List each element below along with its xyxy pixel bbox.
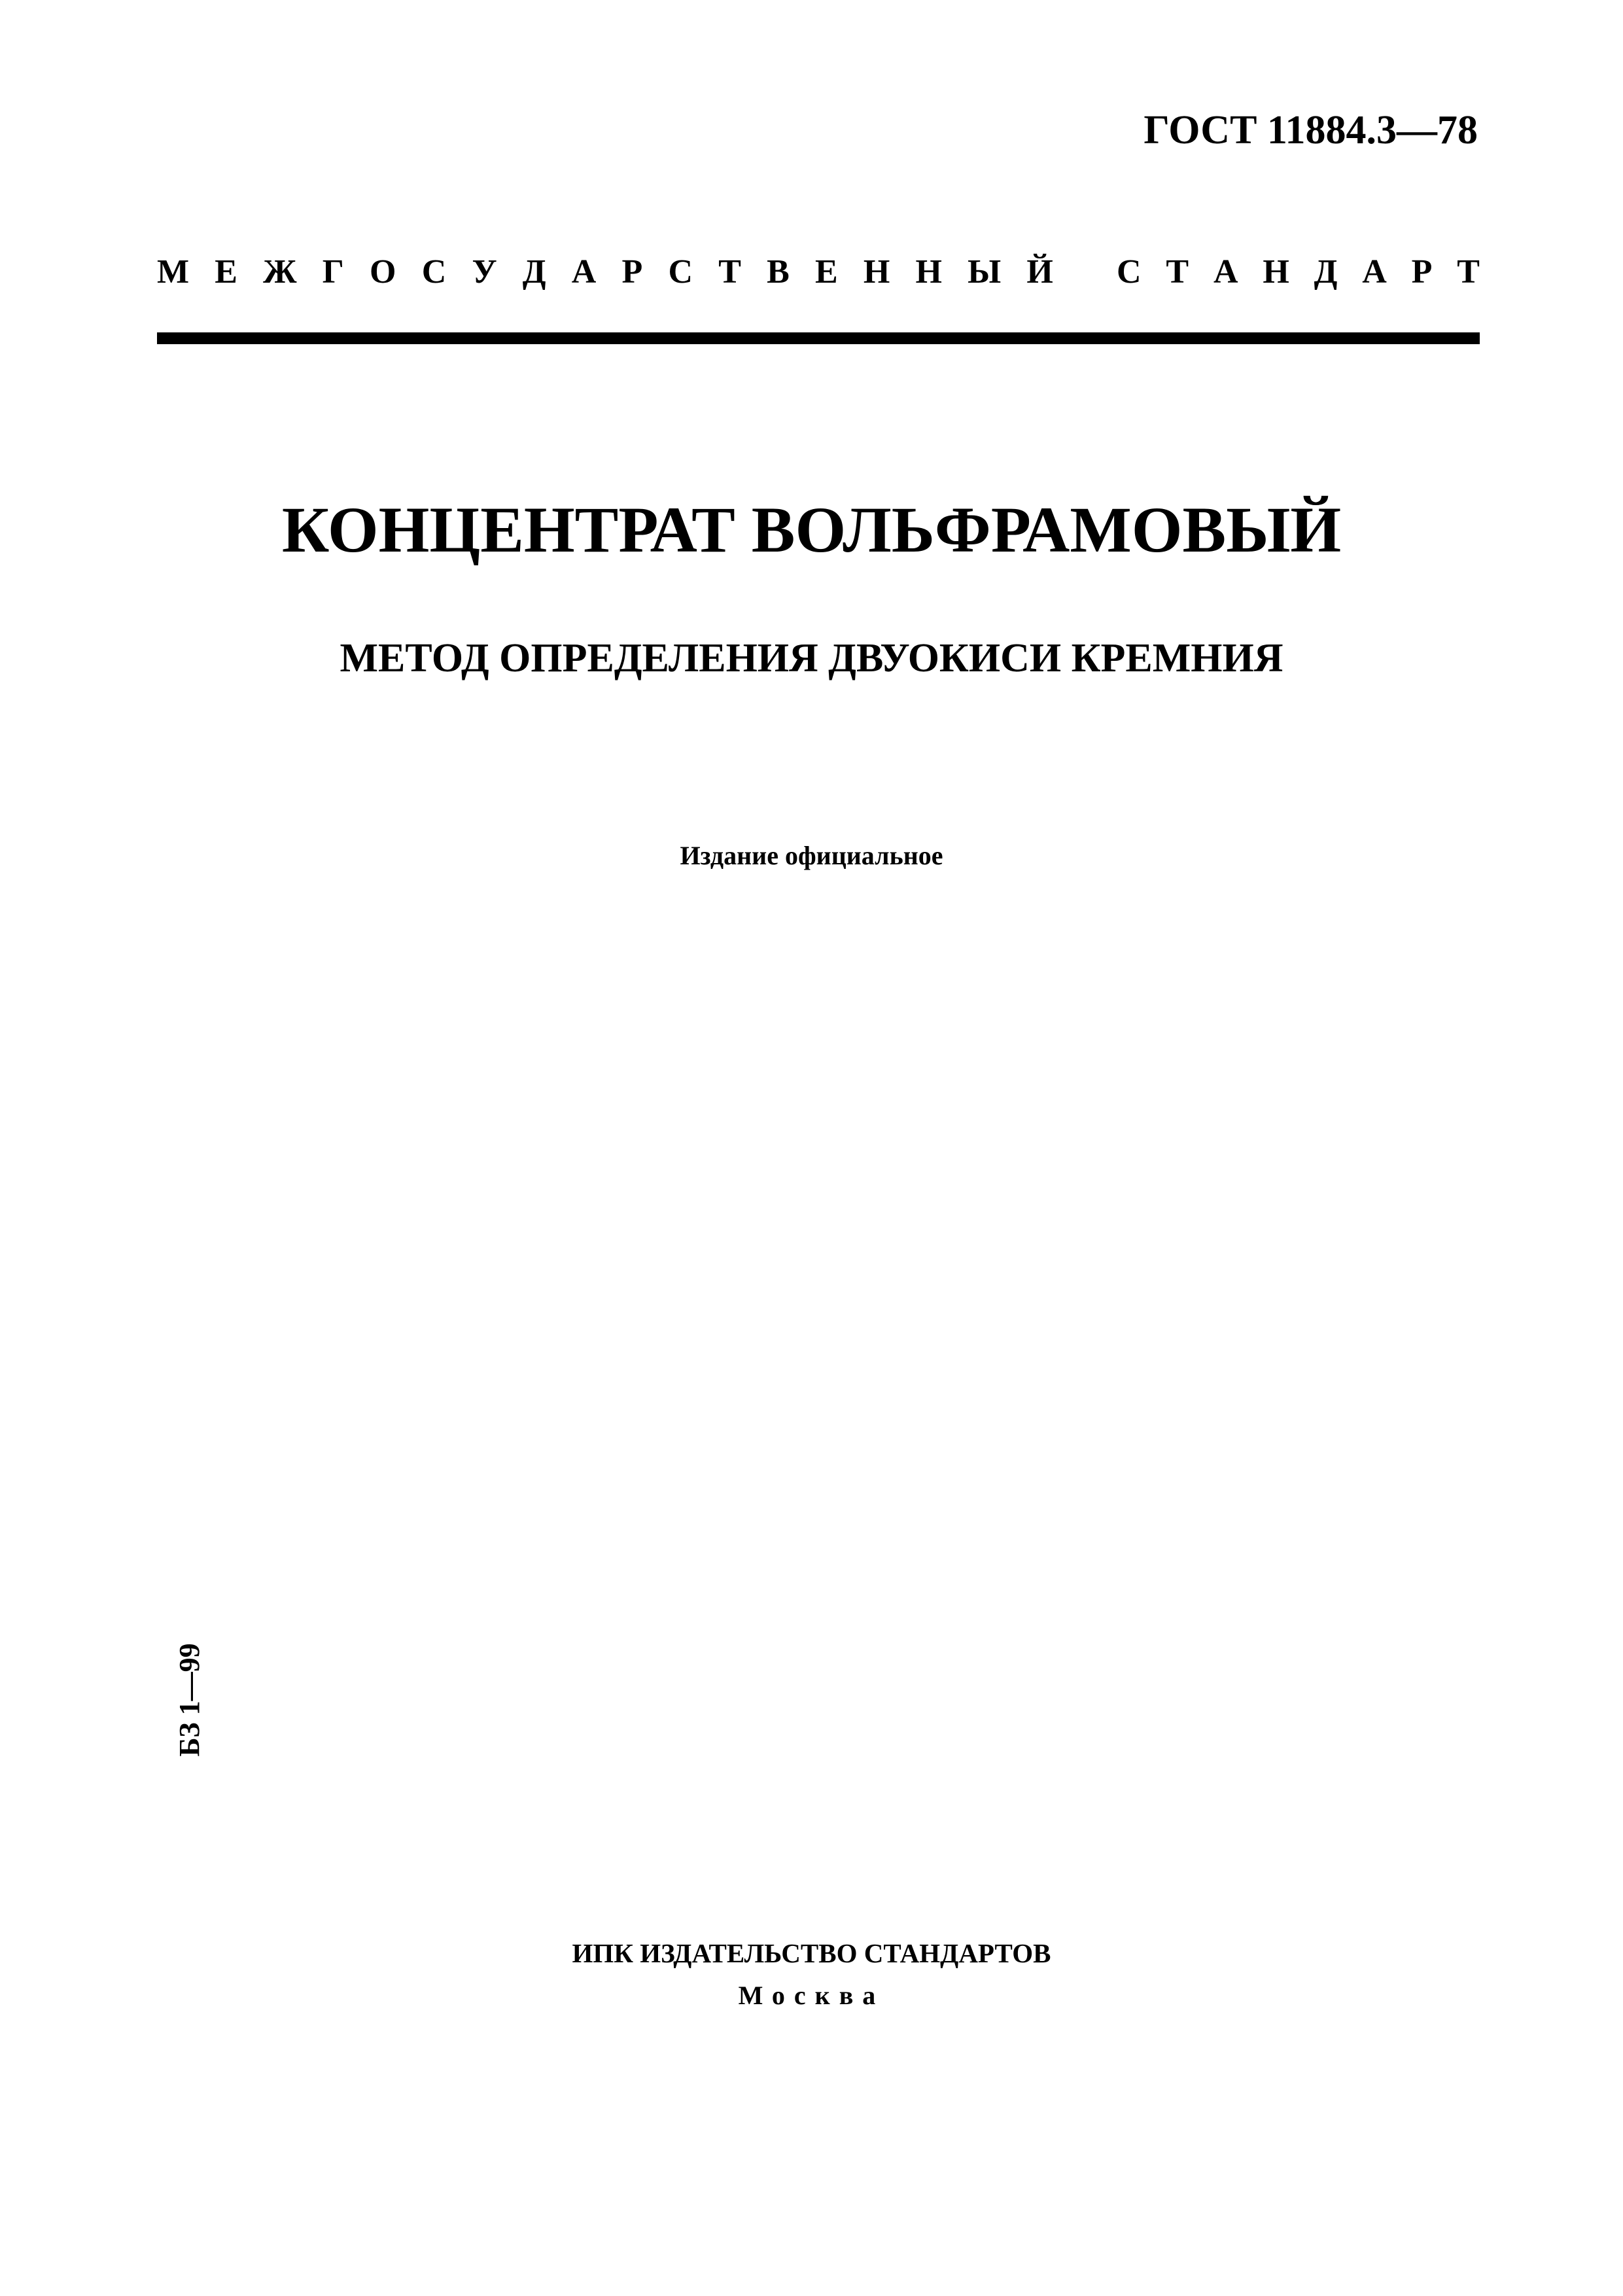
edition-note: Издание официальное: [680, 841, 943, 870]
document-title: КОНЦЕНТРАТ ВОЛЬФРАМОВЫЙ: [281, 493, 1342, 566]
heading-letter: В: [767, 253, 790, 291]
gost-number: ГОСТ 11884.3—78: [1143, 108, 1478, 152]
heading-letter: У: [472, 253, 497, 291]
heading-letter: Н: [915, 253, 942, 291]
publisher-city: Москва: [738, 1981, 885, 2010]
heading-letter: Н: [1263, 253, 1289, 291]
heading-letter: Д: [1314, 253, 1338, 291]
heading-letter: С: [1117, 253, 1142, 291]
heading-letter: Е: [814, 253, 838, 291]
heading-letter: А: [571, 253, 597, 291]
heading-letter: Н: [863, 253, 890, 291]
heading-letter: Й: [1026, 253, 1053, 291]
standard-type-word-2: [1117, 255, 1480, 289]
heading-letter: О: [370, 253, 396, 291]
standard-type-heading: [157, 255, 1480, 289]
side-catalog-code: БЗ 1—99: [173, 1643, 205, 1757]
heading-letter: Т: [718, 253, 741, 291]
heading-letter: С: [668, 253, 693, 291]
heading-letter: Р: [621, 253, 643, 291]
document-subtitle: МЕТОД ОПРЕДЕЛЕНИЯ ДВУОКИСИ КРЕМНИЯ: [340, 636, 1283, 680]
heading-letter: Д: [522, 253, 546, 291]
heading-letter: А: [1362, 253, 1387, 291]
heading-letter: Р: [1411, 253, 1433, 291]
heading-letter: Ы: [968, 253, 1002, 291]
heading-letter: Т: [1457, 253, 1480, 291]
heading-letter: Ж: [263, 253, 297, 291]
publisher-name: ИПК ИЗДАТЕЛЬСТВО СТАНДАРТОВ: [572, 1938, 1051, 1968]
heading-letter: Г: [322, 253, 344, 291]
header-divider: [157, 332, 1480, 344]
heading-letter: Т: [1166, 253, 1189, 291]
heading-letter: А: [1213, 253, 1238, 291]
heading-letter: М: [157, 253, 190, 291]
heading-letter: Е: [215, 253, 237, 291]
heading-letter: С: [421, 253, 447, 291]
standard-type-word-1: [157, 255, 1053, 289]
